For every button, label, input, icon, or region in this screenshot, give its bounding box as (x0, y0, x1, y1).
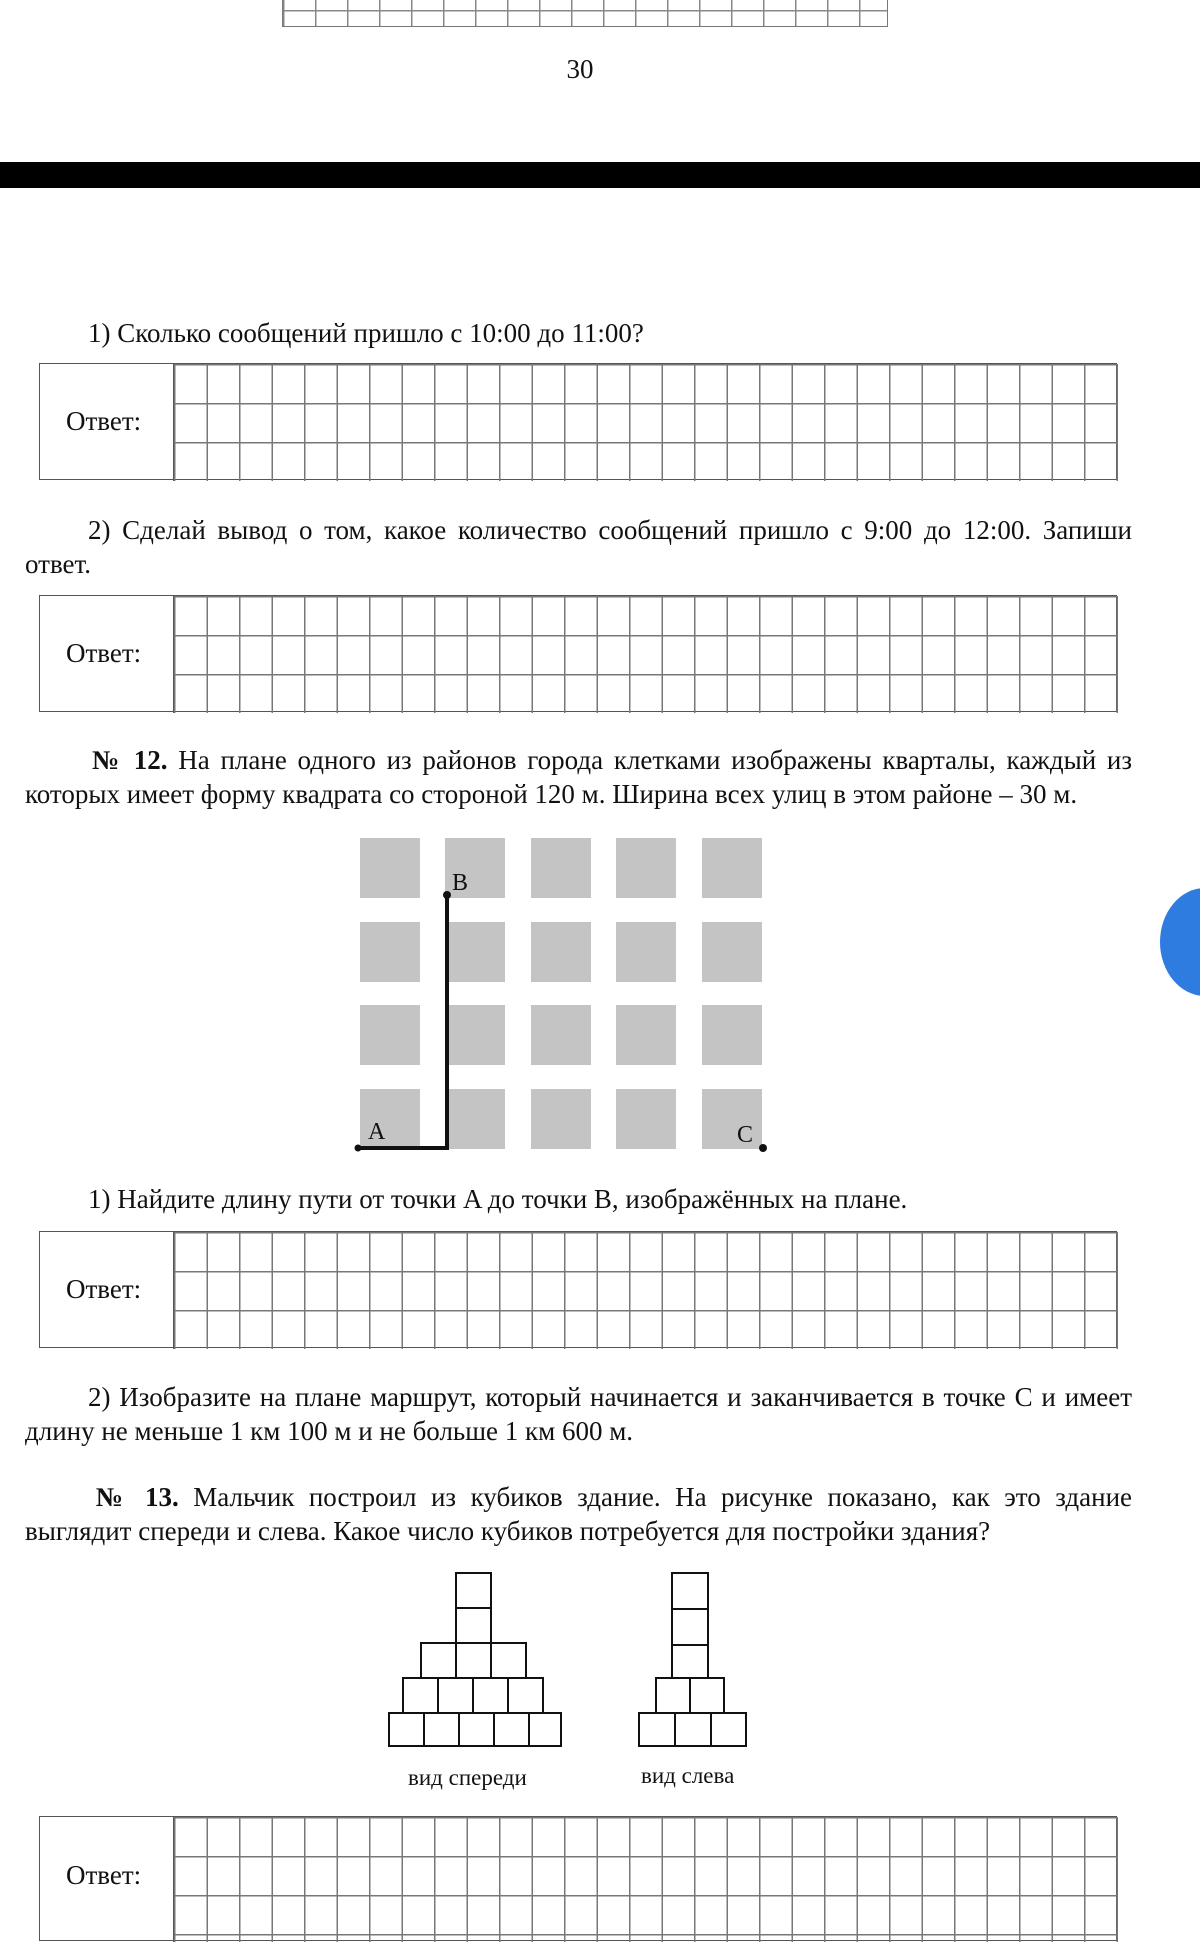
answer-box-2[interactable] (39, 595, 1117, 712)
answer-grid[interactable] (173, 364, 1118, 481)
scroll-handle[interactable] (1160, 888, 1200, 996)
city-block (616, 1089, 676, 1149)
answer-box-4[interactable] (39, 1816, 1117, 1941)
task13-number: № 13. (88, 1482, 179, 1512)
city-block (531, 1089, 591, 1149)
city-block (531, 922, 591, 982)
task13-text: Мальчик построил из кубиков здание. На рисунке показано, как это здание выглядит спереди и слева. Какое число кубиков потребуется для постройки здания? (25, 1482, 1133, 1546)
point-b-label: B (452, 870, 469, 896)
city-plan (350, 830, 780, 1160)
task11-question1: 1) Сколько сообщений пришло с 10:00 до 11:00? (88, 318, 644, 348)
city-block (360, 1005, 420, 1065)
top-answer-grid-fragment (282, 0, 888, 27)
point-a-dot (355, 1145, 362, 1152)
city-block (360, 838, 420, 898)
city-block (616, 1005, 676, 1065)
front-view-figure (385, 1570, 565, 1750)
city-block (616, 922, 676, 982)
answer-label: Ответ: (66, 1274, 142, 1304)
city-block (531, 838, 591, 898)
point-c-label: C (737, 1122, 754, 1148)
task13-statement (25, 1480, 1132, 1548)
city-block (445, 1005, 505, 1065)
task12-number: № 12. (88, 745, 168, 775)
point-c-dot (759, 1144, 767, 1152)
answer-grid[interactable] (173, 1232, 1118, 1349)
point-b-dot (443, 891, 451, 899)
answer-label: Ответ: (66, 1860, 142, 1890)
left-view-figure (636, 1570, 751, 1750)
front-view-caption: вид спереди (408, 1765, 527, 1790)
point-a-label: A (368, 1119, 386, 1145)
left-view-caption: вид слева (641, 1763, 735, 1788)
city-block (616, 838, 676, 898)
task12-text: На плане одного из районов города клетками изображены кварталы, каждый из которых имеет форму квадрата со стороной 120 м. Ширина всех улиц в этом районе – 30 м. (25, 745, 1132, 809)
city-block (702, 838, 762, 898)
answer-label: Ответ: (66, 638, 142, 668)
answer-label: Ответ: (66, 406, 142, 436)
answer-box-1[interactable] (39, 363, 1117, 480)
task11-question2: 2) Сделай вывод о том, какое количество сообщений пришло с 9:00 до 12:00. Запиши ответ. (25, 515, 1132, 579)
city-block (445, 1089, 505, 1149)
city-block (702, 922, 762, 982)
task12-statement (25, 743, 1132, 811)
answer-grid[interactable] (173, 1817, 1118, 1942)
city-blocks (360, 838, 762, 1149)
city-block (445, 922, 505, 982)
answer-box-3[interactable] (39, 1231, 1117, 1348)
page-number: 30 (566, 54, 594, 84)
city-block (702, 1005, 762, 1065)
page-separator-bar (0, 162, 1200, 188)
answer-grid[interactable] (173, 596, 1118, 713)
city-block (360, 922, 420, 982)
task12-question1: 1) Найдите длину пути от точки A до точки B, изображённых на плане. (88, 1184, 908, 1214)
task12-question2: 2) Изобразите на плане маршрут, который начинается и заканчивается в точке C и имеет длину не меньше 1 км 100 м и не больше 1 км 600 м. (25, 1382, 1132, 1446)
city-block (531, 1005, 591, 1065)
